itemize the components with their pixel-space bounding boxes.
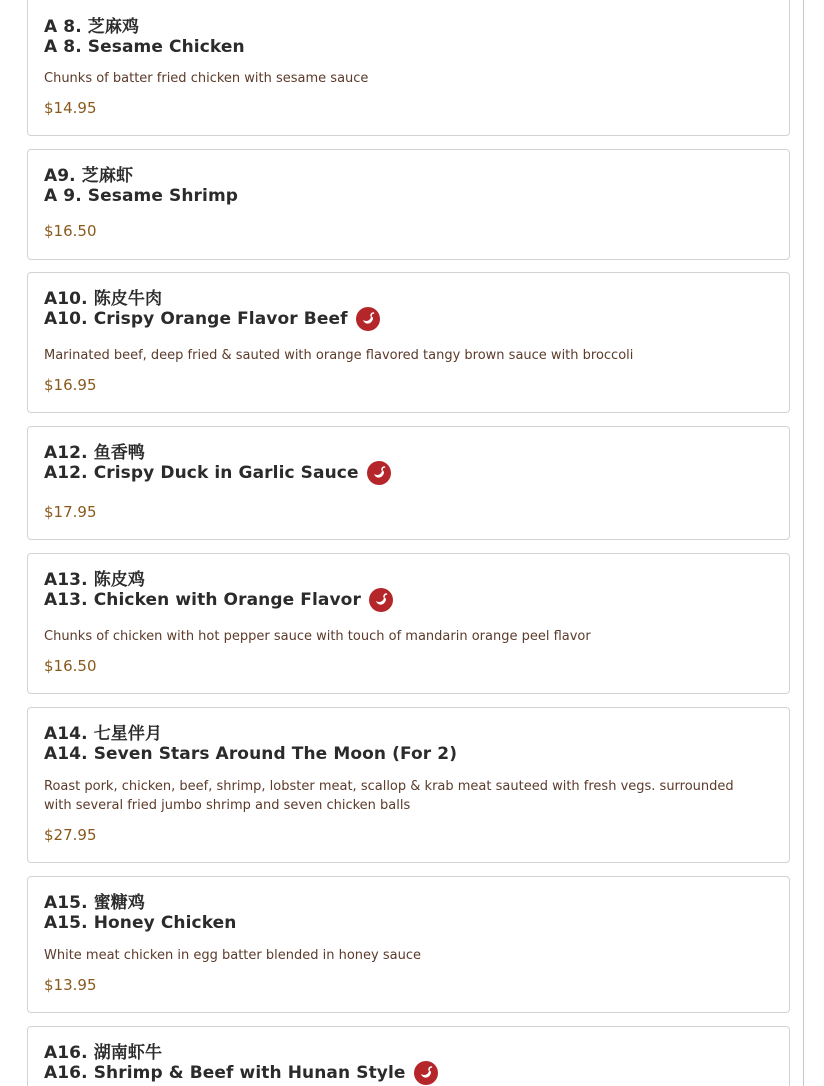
item-description: Roast pork, chicken, beef, shrimp, lobster meat, scallop & krab meat sauteed with fresh vegs. surrounded with several fried jumbo shrimp and seven chicken balls — [44, 779, 734, 813]
item-price: $16.95 — [44, 376, 97, 394]
item-english-name: A13. Chicken with Orange Flavor — [44, 590, 361, 610]
menu-item-card[interactable] — [27, 149, 790, 260]
menu-item-card[interactable] — [27, 272, 790, 413]
item-price: $17.95 — [44, 503, 97, 521]
item-price: $16.50 — [44, 222, 97, 240]
item-english-name: A14. Seven Stars Around The Moon (For 2) — [44, 744, 458, 764]
item-english-name: A10. Crispy Orange Flavor Beef — [44, 309, 348, 329]
menu-item-card[interactable] — [27, 426, 790, 540]
item-price: $27.95 — [44, 826, 97, 844]
menu-item-card[interactable] — [27, 1026, 790, 1086]
menu-item-card[interactable] — [27, 0, 790, 136]
item-price: $14.95 — [44, 99, 97, 117]
item-english-name: A15. Honey Chicken — [44, 913, 237, 933]
item-price: $16.50 — [44, 657, 97, 675]
chili-pepper-icon — [356, 307, 380, 331]
item-chinese-name: A13. 陈皮鸡 — [44, 570, 145, 590]
chili-pepper-icon — [414, 1061, 438, 1085]
menu-item-card[interactable] — [27, 876, 790, 1013]
item-description: White meat chicken in egg batter blended in honey sauce — [44, 948, 421, 963]
item-chinese-name: A 8. 芝麻鸡 — [44, 17, 140, 37]
item-description: Chunks of chicken with hot pepper sauce with touch of mandarin orange peel flavor — [44, 629, 591, 644]
menu-item-card[interactable] — [27, 707, 790, 863]
menu-item-card[interactable] — [27, 553, 790, 694]
page-divider — [803, 0, 804, 1086]
item-chinese-name: A15. 蜜糖鸡 — [44, 893, 145, 913]
item-description: Marinated beef, deep fried & sauted with orange flavored tangy brown sauce with broccoli — [44, 348, 634, 363]
item-chinese-name: A12. 鱼香鸭 — [44, 443, 145, 463]
item-price: $13.95 — [44, 976, 97, 994]
item-english-name: A 9. Sesame Shrimp — [44, 186, 239, 206]
item-chinese-name: A10. 陈皮牛肉 — [44, 289, 163, 309]
item-chinese-name: A16. 湖南虾牛 — [44, 1043, 163, 1063]
item-chinese-name: A9. 芝麻虾 — [44, 166, 134, 186]
chili-pepper-icon — [369, 588, 393, 612]
item-english-name: A 8. Sesame Chicken — [44, 37, 245, 57]
chili-pepper-icon — [367, 461, 391, 485]
item-english-name: A16. Shrimp & Beef with Hunan Style — [44, 1063, 406, 1083]
item-chinese-name: A14. 七星伴月 — [44, 724, 163, 744]
item-description: Chunks of batter fried chicken with sesame sauce — [44, 71, 369, 86]
item-english-name: A12. Crispy Duck in Garlic Sauce — [44, 463, 359, 483]
